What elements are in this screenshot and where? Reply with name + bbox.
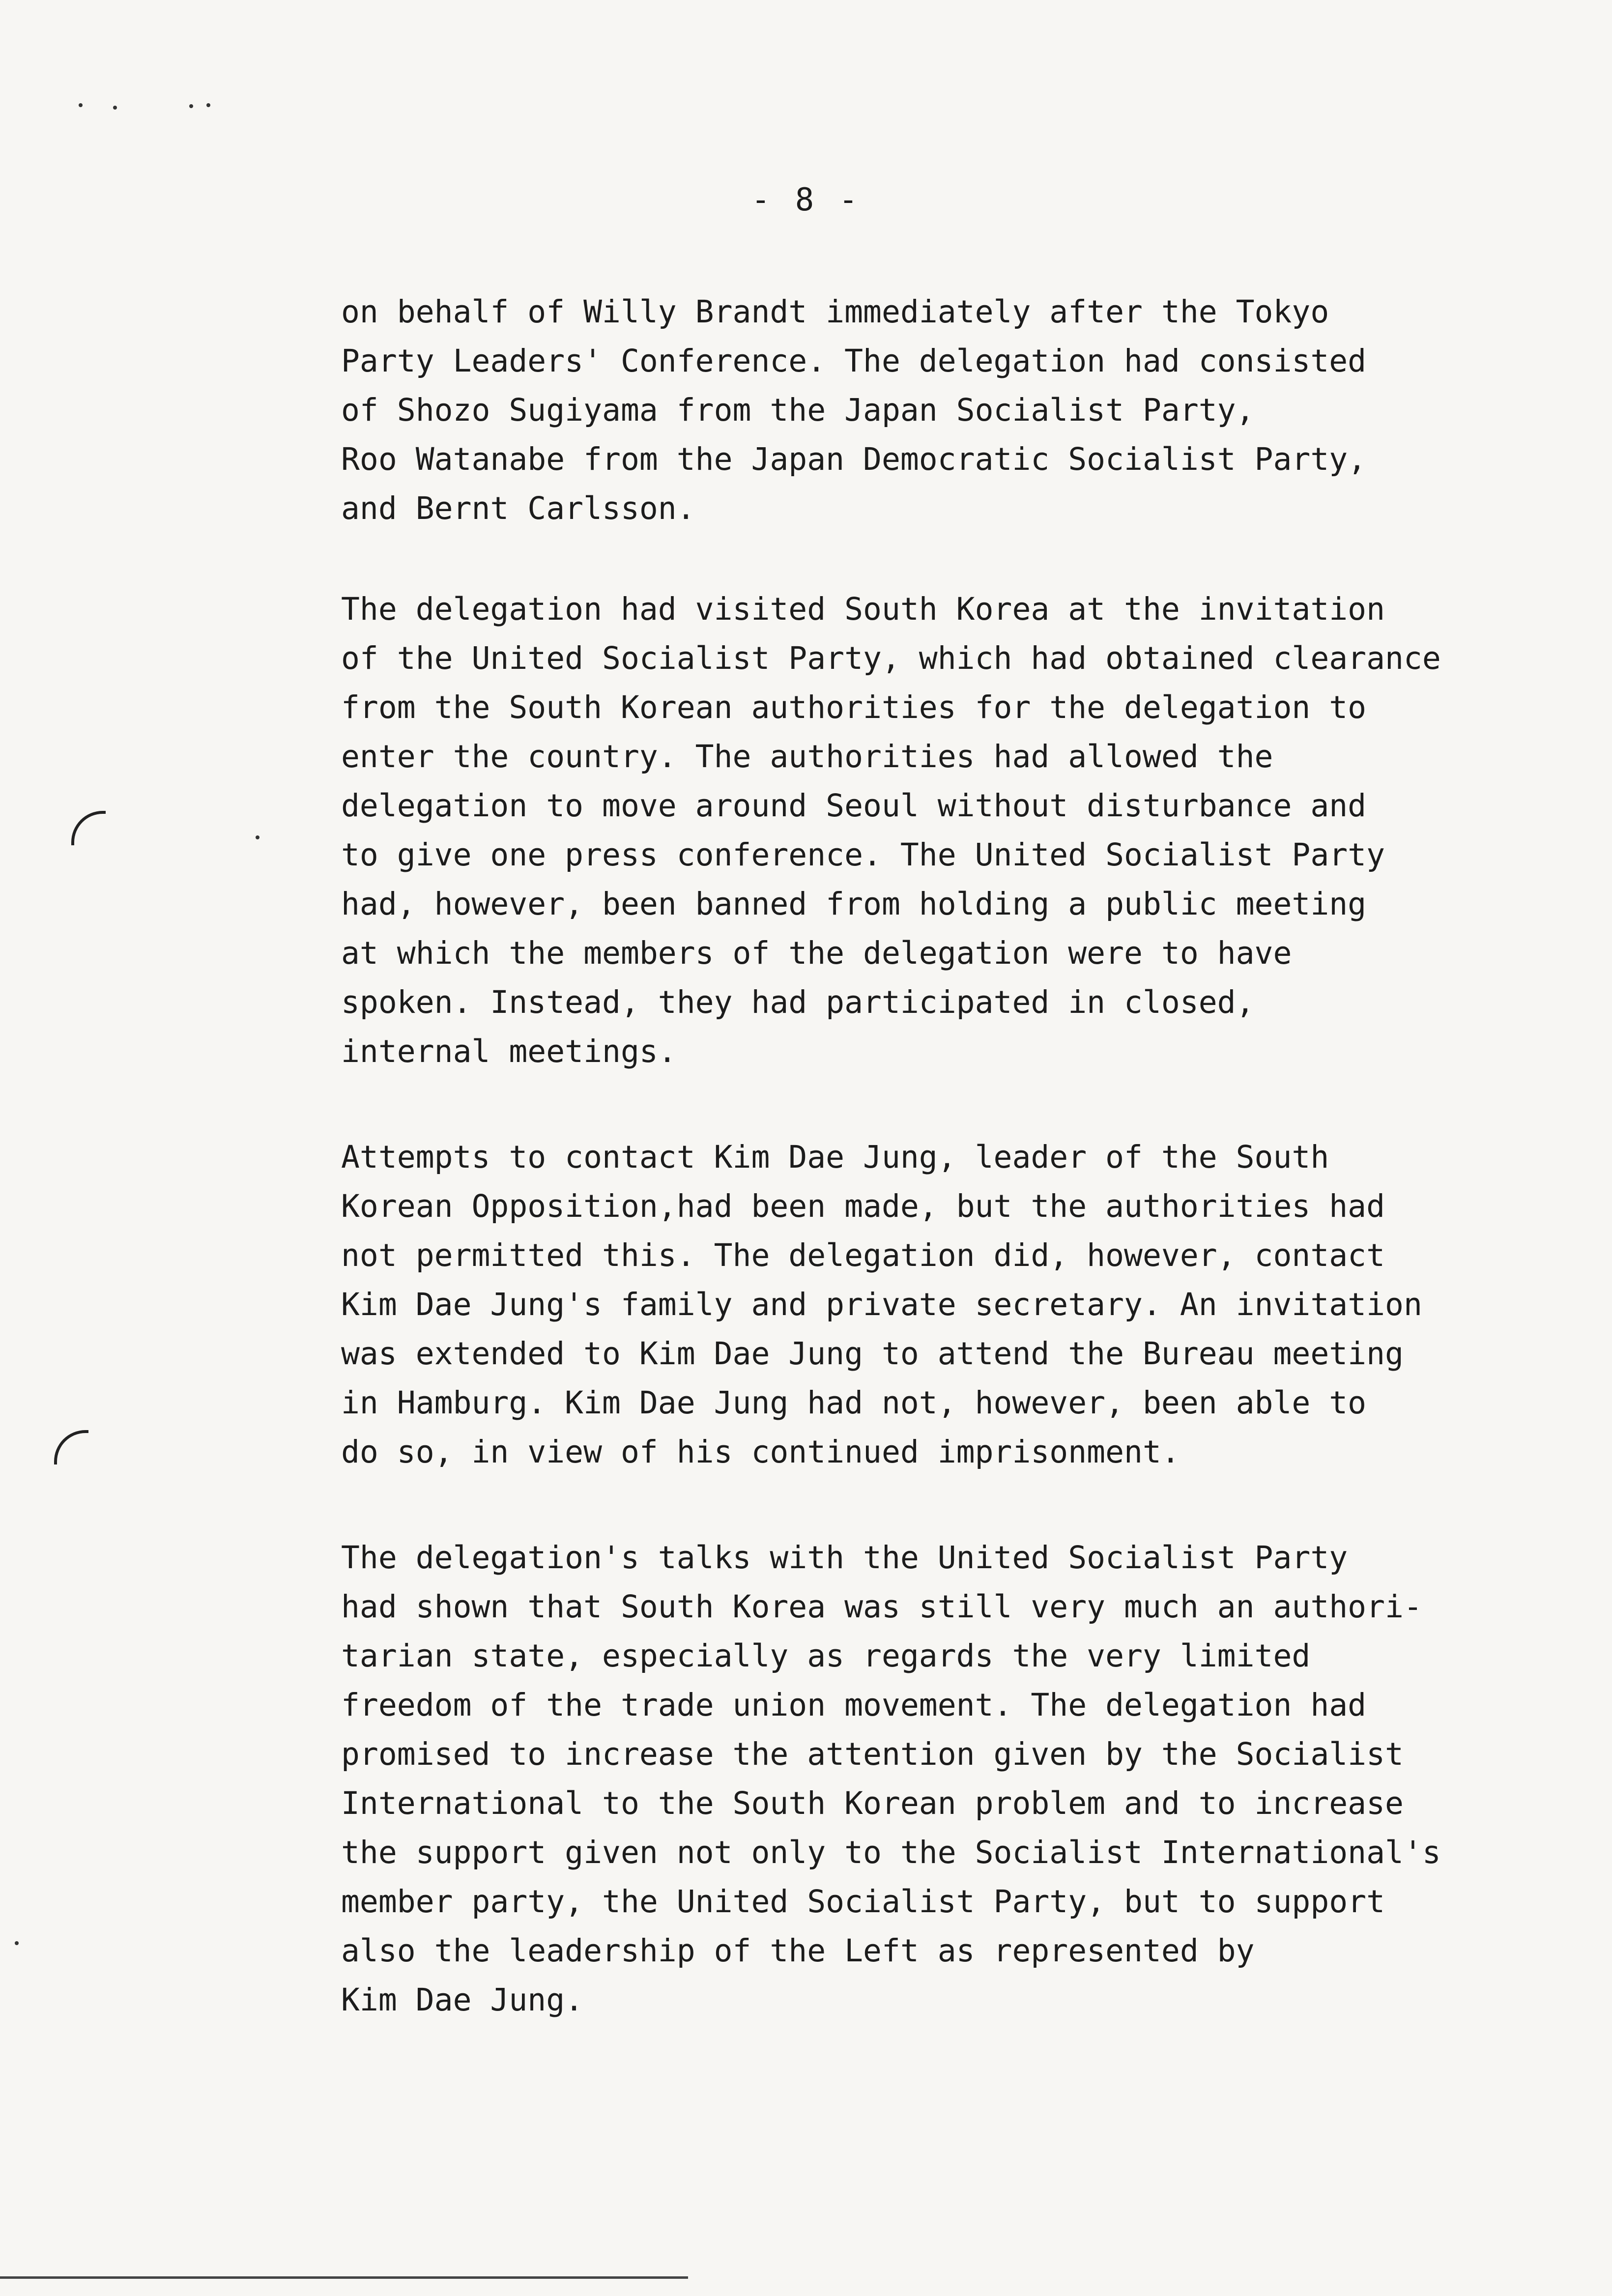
scan-speck [113, 106, 117, 110]
paragraph-3-line-2: Korean Opposition,had been made, but the authorities had [341, 1188, 1385, 1224]
paragraph-1-line-5: and Bernt Carlsson. [341, 490, 695, 526]
paragraph-2-line-7: had, however, been banned from holding a public meeting [341, 886, 1367, 922]
paragraph-2-line-2: of the United Socialist Party, which had obtained clearance [341, 640, 1441, 676]
binder-hole-mark-upper [71, 811, 106, 845]
paragraph-2-line-6: to give one press conference. The United Socialist Party [341, 837, 1385, 873]
paragraph-4 [341, 1533, 1441, 2025]
bottom-rule [0, 2276, 688, 2279]
paragraph-1-line-4: Roo Watanabe from the Japan Democratic Socialist Party, [341, 441, 1367, 477]
paragraph-4-line-8: member party, the United Socialist Party, but to support [341, 1884, 1385, 1920]
paragraph-4-line-1: The delegation's talks with the United Socialist Party [341, 1540, 1348, 1576]
paragraph-4-line-2: had shown that South Korea was still very much an authori- [341, 1589, 1422, 1625]
page-number: - 8 - [751, 182, 861, 218]
paragraph-3-line-7: do so, in view of his continued imprisonment. [341, 1434, 1180, 1470]
paragraph-2-line-9: spoken. Instead, they had participated in closed, [341, 984, 1255, 1020]
paragraph-4-line-3: tarian state, especially as regards the very limited [341, 1638, 1311, 1674]
paragraph-4-line-10: Kim Dae Jung. [341, 1982, 584, 2018]
paragraph-4-line-9: also the leadership of the Left as represented by [341, 1933, 1255, 1969]
paragraph-3 [341, 1133, 1422, 1477]
paragraph-2-line-8: at which the members of the delegation were to have [341, 935, 1292, 971]
scan-speck [256, 835, 259, 839]
scan-speck [189, 104, 193, 108]
paragraph-4-line-6: International to the South Korean problem and to increase [341, 1785, 1404, 1821]
paragraph-3-line-6: in Hamburg. Kim Dae Jung had not, however, been able to [341, 1385, 1367, 1421]
paragraph-2-line-4: enter the country. The authorities had allowed the [341, 739, 1273, 775]
paragraph-4-line-4: freedom of the trade union movement. The delegation had [341, 1687, 1367, 1723]
paragraph-3-line-3: not permitted this. The delegation did, however, contact [341, 1237, 1385, 1273]
paragraph-1 [341, 287, 1366, 533]
paragraph-4-line-7: the support given not only to the Socialist International's [341, 1835, 1441, 1870]
paragraph-3-line-5: was extended to Kim Dae Jung to attend the Bureau meeting [341, 1336, 1404, 1372]
paragraph-2-line-10: internal meetings. [341, 1033, 677, 1069]
scan-speck [206, 103, 210, 107]
paragraph-1-line-1: on behalf of Willy Brandt immediately after the Tokyo [341, 294, 1329, 330]
paragraph-1-line-3: of Shozo Sugiyama from the Japan Socialist Party, [341, 392, 1255, 428]
paragraph-3-line-4: Kim Dae Jung's family and private secretary. An invitation [341, 1287, 1422, 1322]
paragraph-4-line-5: promised to increase the attention given by the Socialist [341, 1736, 1404, 1772]
paragraph-2-line-5: delegation to move around Seoul without disturbance and [341, 788, 1367, 824]
paragraph-2 [341, 585, 1441, 1076]
scan-speck [15, 1941, 19, 1945]
paragraph-3-line-1: Attempts to contact Kim Dae Jung, leader of the South [341, 1139, 1329, 1175]
paragraph-1-line-2: Party Leaders' Conference. The delegation had consisted [341, 343, 1367, 379]
paragraph-2-line-3: from the South Korean authorities for the delegation to [341, 689, 1367, 725]
binder-hole-mark-lower [54, 1430, 88, 1464]
paragraph-2-line-1: The delegation had visited South Korea at the invitation [341, 591, 1385, 627]
scan-speck [79, 103, 83, 107]
